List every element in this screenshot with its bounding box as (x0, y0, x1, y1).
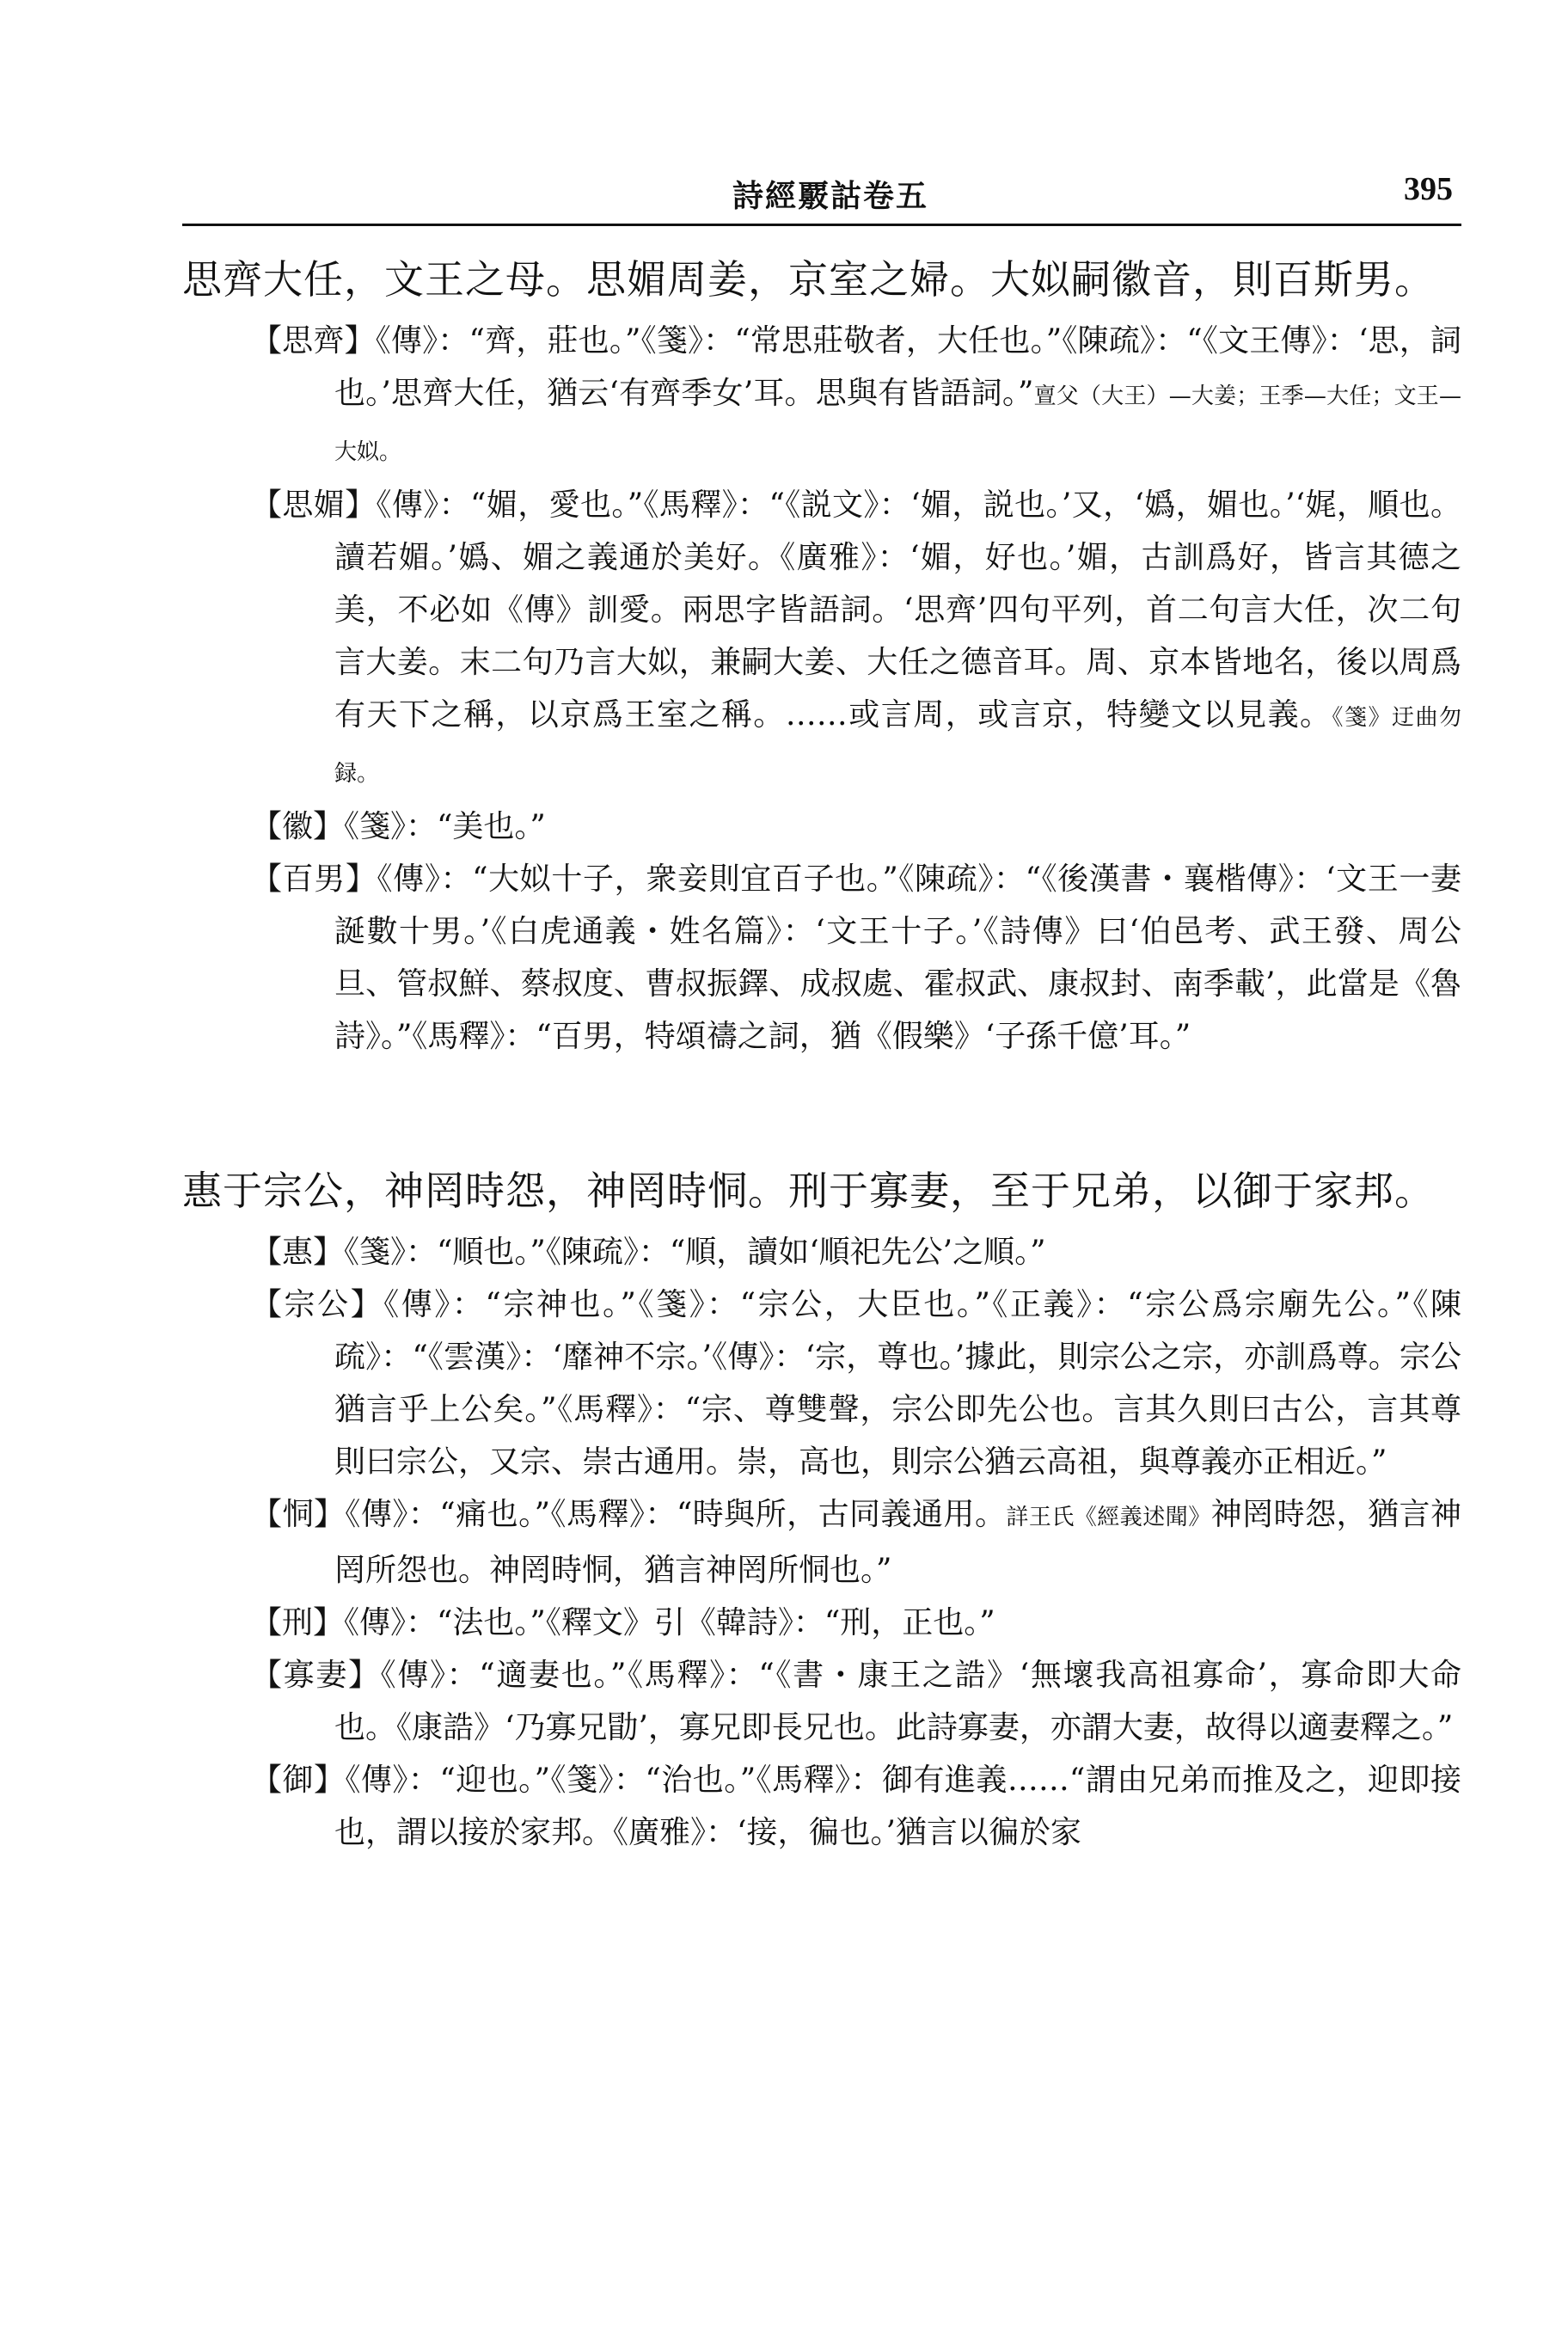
annotation-text: 《傳》：“齊，莊也。”《箋》：“常思莊敬者，大任也。”《陳疏》：“《文王傳》：‘思，詞也。’思齊大任，猶云‘有齊季女’耳。思與有皆語詞。” (334, 323, 1461, 411)
annotation-text: 《箋》：“順也。”《陳疏》：“順，讀如‘順祀先公’之順。” (344, 1235, 1046, 1270)
annotation-term: 【徽】 (251, 809, 345, 844)
stanza-section (182, 1162, 1461, 1859)
annotation-text: 《傳》：“媚，愛也。”《馬釋》：“《説文》：‘媚，説也。’又，‘嬀，媚也。’‘娓，順也。讀若媚。’嬀、媚之義通於美好。《廣雅》：‘媚，好也。’媚，古訓爲好，皆言其德之美，不必如《傳》訓愛。兩思字皆語詞。‘思齊’四句平列，首二句言大任，次二句言大姜。末二句乃言大姒，兼嗣大姜、大任之德音耳。周、京本皆地名，後以周爲有天下之稱，以京爲王室之稱。……或言周，或言京，特變文以見義。 (334, 487, 1461, 733)
annotation-text: 《傳》：“適妻也。”《馬釋》：“《書・康王之誥》‘無壞我高祖寡命’，寡命即大命也。《康誥》‘乃寡兄勖’，寡兄即長兄也。此詩寡妻，亦謂大妻，故得以適妻釋之。” (334, 1658, 1461, 1745)
verse-line: 惠于宗公，神罔時怨，神罔時恫。刑于寡妻，至于兄弟，以御于家邦。 (182, 1168, 1435, 1214)
annotation-term: 【思媚】 (251, 487, 377, 523)
verse-line: 思齊大任，文王之母。思媚周姜，京室之婦。大姒嗣徽音，則百斯男。 (182, 256, 1435, 303)
annotation-term: 【思齊】 (251, 323, 376, 359)
annotation-text: 《傳》：“宗神也。”《箋》：“宗公，大臣也。”《正義》：“宗公爲宗廟先公。”《陳疏》：“《雲漢》：‘靡神不宗。’《傳》：‘宗，尊也。’據此，則宗公之宗，亦訓爲尊。宗公猶言乎上公矣。”《馬釋》：“宗、尊雙聲，宗公即先公也。言其久則曰古公，言其尊則曰宗公，又宗、崇古通用。崇，高也，則宗公猶云高祖，與尊義亦正相近。” (334, 1287, 1461, 1480)
annotation-term: 【百男】 (251, 861, 377, 897)
annotation-term: 【寡妻】 (251, 1658, 381, 1693)
annotation (251, 315, 1461, 479)
annotation (251, 1488, 1461, 1597)
annotation-term: 【恫】 (251, 1497, 346, 1532)
annotation-term: 【御】 (251, 1763, 346, 1798)
annotation (251, 479, 1461, 800)
section-gap (182, 1106, 1461, 1162)
annotation (251, 1754, 1461, 1859)
annotation-text-cont: 神罔時怨，猶言神罔所怨也。神罔時恫，猶言神罔所恫也。” (334, 1497, 1461, 1588)
annotation (251, 853, 1461, 1063)
stanza-section (182, 251, 1461, 1063)
annotation (251, 1649, 1461, 1754)
annotation-text: 《傳》：“迎也。”《箋》：“治也。”《馬釋》：御有進義……“謂由兄弟而推及之，迎即接也，謂以接於家邦。《廣雅》：‘接，徧也。’猶言以徧於家 (334, 1763, 1461, 1850)
page-number: 395 (1404, 171, 1453, 207)
annotation (251, 1597, 1461, 1649)
page-header (182, 163, 1461, 226)
annotation-text: 《傳》：“痛也。”《馬釋》：“時與所，古同義通用。 (345, 1497, 1007, 1532)
annotation-small-note: 《箋》迂曲勿録。 (334, 705, 1461, 787)
annotation-term: 【惠】 (251, 1235, 345, 1270)
running-title: 詩經覈詁卷五 (732, 178, 929, 214)
annotation-text: 《傳》：“法也。”《釋文》引《韓詩》：“刑，正也。” (344, 1605, 995, 1640)
annotation-text: 《傳》：“大姒十子，衆妾則宜百子也。”《陳疏》：“《後漢書・襄楷傳》：‘文王一妻誕數十男。’《白虎通義・姓名篇》：‘文王十子。’《詩傳》曰‘伯邑考、武王發、周公旦、管叔鮮、蔡叔度、曹叔振鐸、成叔處、霍叔武、康叔封、南季載’，此當是《魯詩》。”《馬釋》：“百男，特頌禱之詞，猶《假樂》‘子孫千億’耳。” (334, 861, 1461, 1054)
annotation-small-note: 亶父（大王）—大姜；王季—大任；文王—大姒。 (334, 383, 1461, 465)
annotation (251, 1278, 1461, 1488)
annotation-small-note: 詳王氏《經義述聞》 (1006, 1505, 1211, 1530)
annotation (251, 1226, 1461, 1278)
annotation-term: 【刑】 (251, 1605, 345, 1640)
annotation-term: 【宗公】 (251, 1287, 384, 1322)
annotation-text: 《箋》：“美也。” (344, 809, 546, 844)
annotation (251, 800, 1461, 853)
page-content (182, 251, 1461, 1902)
